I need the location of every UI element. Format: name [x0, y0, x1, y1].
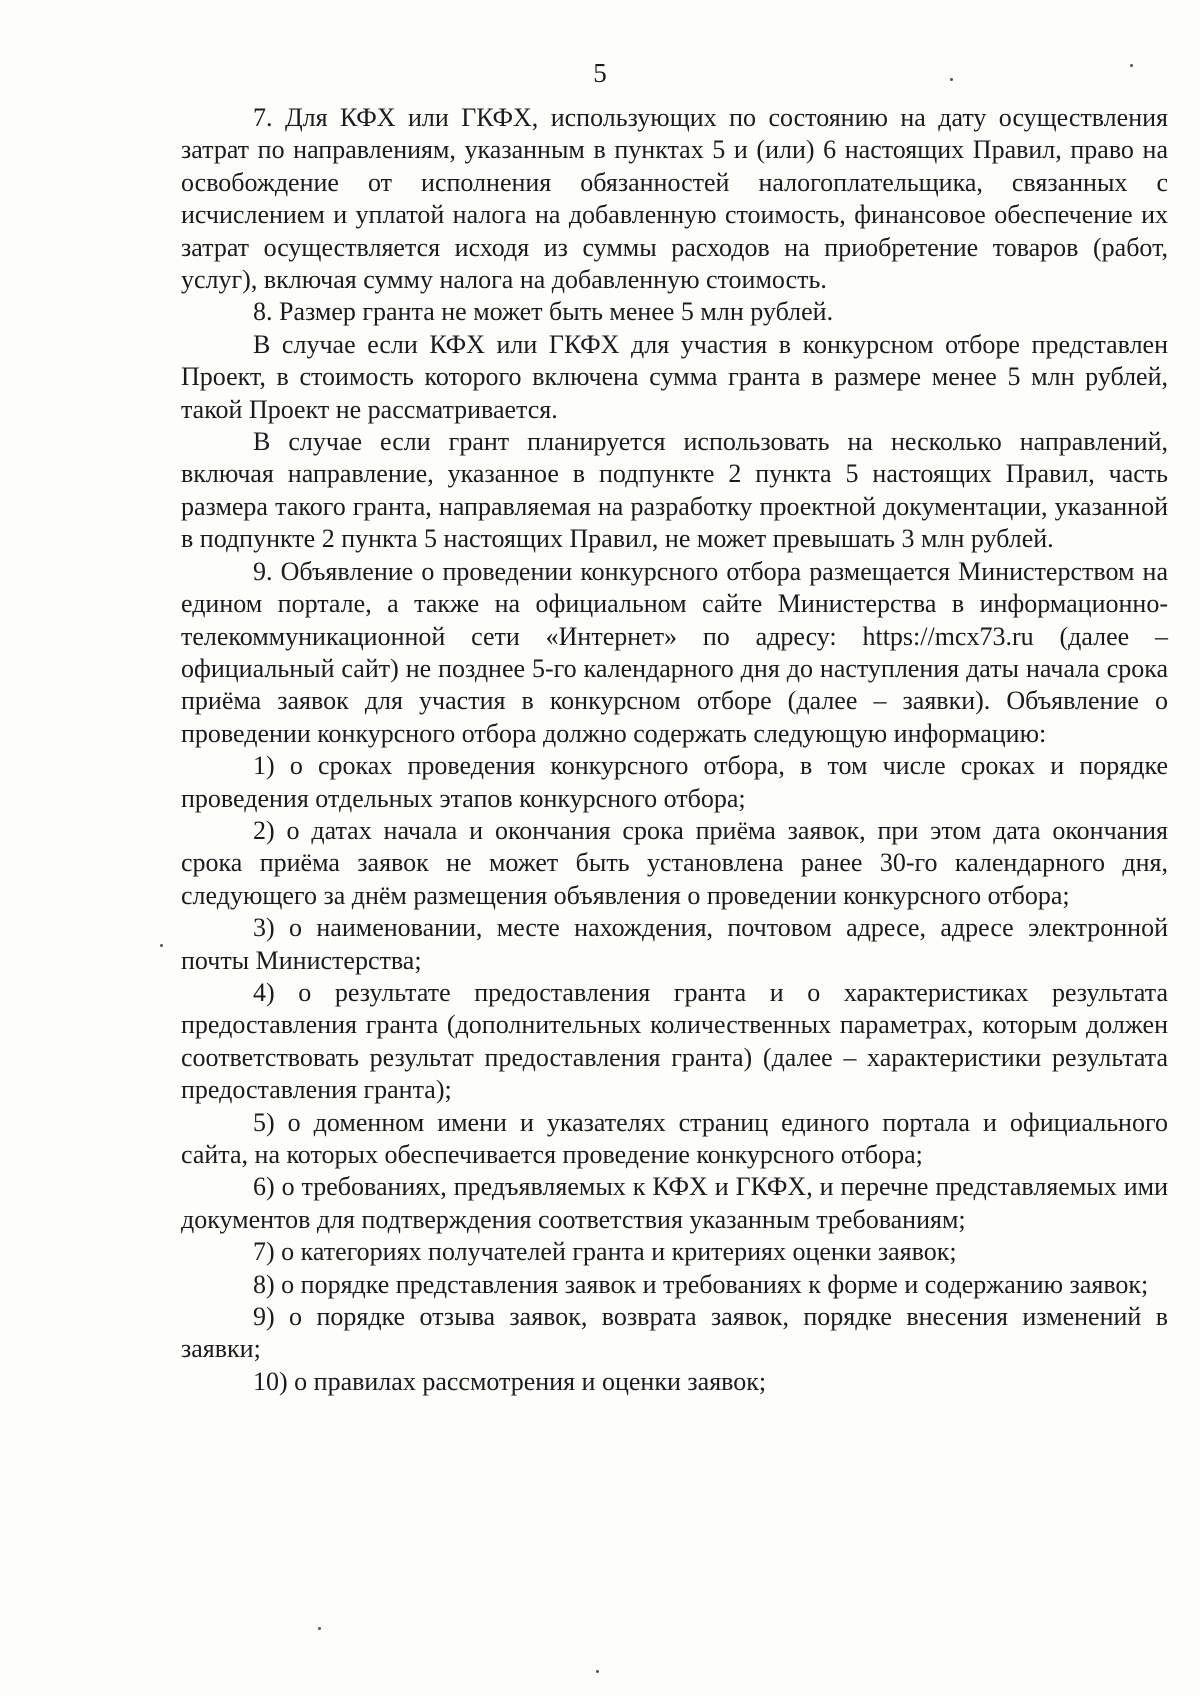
- list-item-7: 7) о категориях получателей гранта и критериях оценки заявок;: [253, 1237, 957, 1267]
- scan-speck: [1130, 64, 1133, 67]
- scan-speck: [950, 78, 953, 81]
- list-item-6: 6) о требованиях, предъявляемых к КФХ и ГКФХ, и перечне представляемых ими документов для подтверждения соответствия указанным требованиям;: [181, 1172, 1168, 1234]
- paragraph-8-case-min: В случае если КФХ или ГКФХ для участия в конкурсном отборе представлен Проект, в стоимость которого включена сумма гранта в размере менее 5 млн рублей, такой Проект не рассматривается.: [181, 329, 1168, 424]
- list-item-5: 5) о доменном имени и указателях страниц единого портала и официального сайта, на которых обеспечивается проведение конкурсного отбора;: [181, 1107, 1168, 1169]
- paragraph-8: 8. Размер гранта не может быть менее 5 млн рублей.: [253, 297, 834, 327]
- scan-speck: [160, 944, 163, 947]
- scan-speck: [318, 1627, 321, 1630]
- list-item-9: 9) о порядке отзыва заявок, возврата заявок, порядке внесения изменений в заявки;: [181, 1302, 1168, 1364]
- list-item-8: 8) о порядке представления заявок и требованиях к форме и содержанию заявок;: [253, 1269, 1149, 1299]
- paragraph-8-case-design: В случае если грант планируется использовать на несколько направлений, включая направление, указанное в подпункте 2 пункта 5 настоящих Правил, часть размера такого гранта, направляемая на разработку проектной документации, указанной в подпункте 2 пункта 5 настоящих Правил, не может превышать 3 млн рублей.: [181, 427, 1168, 554]
- paragraph-9: 9. Объявление о проведении конкурсного отбора размещается Министерством на едином портале, а также на официальном сайте Министерства в информационно-телекоммуникационной сети «Интернет» по адресу: https://mcx73.ru (далее – официальный сайт) не позднее 5-го календарного дня до наступления даты начала срока приёма заявок для участия в конкурсном отборе (далее – заявки). Объявление о проведении конкурсного отбора должно содержать следующую информацию:: [181, 556, 1168, 748]
- page-number: 5: [593, 58, 607, 88]
- list-item-4: 4) о результате предоставления гранта и о характеристиках результата предоставления гранта (дополнительных количественных параметрах, которым должен соответствовать результат предоставления гранта) (далее – характеристики результата предоставления гранта);: [181, 977, 1168, 1105]
- list-item-2: 2) о датах начала и окончания срока приёма заявок, при этом дата окончания срока приёма заявок не может быть установлена ранее 30-го календарного дня, следующего за днём размещения объявления о проведении конкурсного отбора;: [181, 815, 1168, 910]
- document-body: [181, 102, 1168, 1398]
- list-item-3: 3) о наименовании, месте нахождения, почтовом адресе, адресе электронной почты Министерства;: [181, 913, 1168, 975]
- paragraph-7: 7. Для КФХ или ГКФХ, использующих по состоянию на дату осуществления затрат по направлениям, указанным в пунктах 5 и (или) 6 настоящих Правил, право на освобождение от исполнения обязанностей налогоплательщика, связанных с исчислением и уплатой налога на добавленную стоимость, финансовое обеспечение их затрат осуществляется исходя из суммы расходов на приобретение товаров (работ, услуг), включая сумму налога на добавленную стоимость.: [181, 103, 1168, 295]
- list-item-1: 1) о сроках проведения конкурсного отбора, в том числе сроках и порядке проведения отдельных этапов конкурсного отбора;: [181, 751, 1168, 813]
- list-item-10: 10) о правилах рассмотрения и оценки заявок;: [253, 1366, 767, 1396]
- scan-speck: [596, 1670, 599, 1673]
